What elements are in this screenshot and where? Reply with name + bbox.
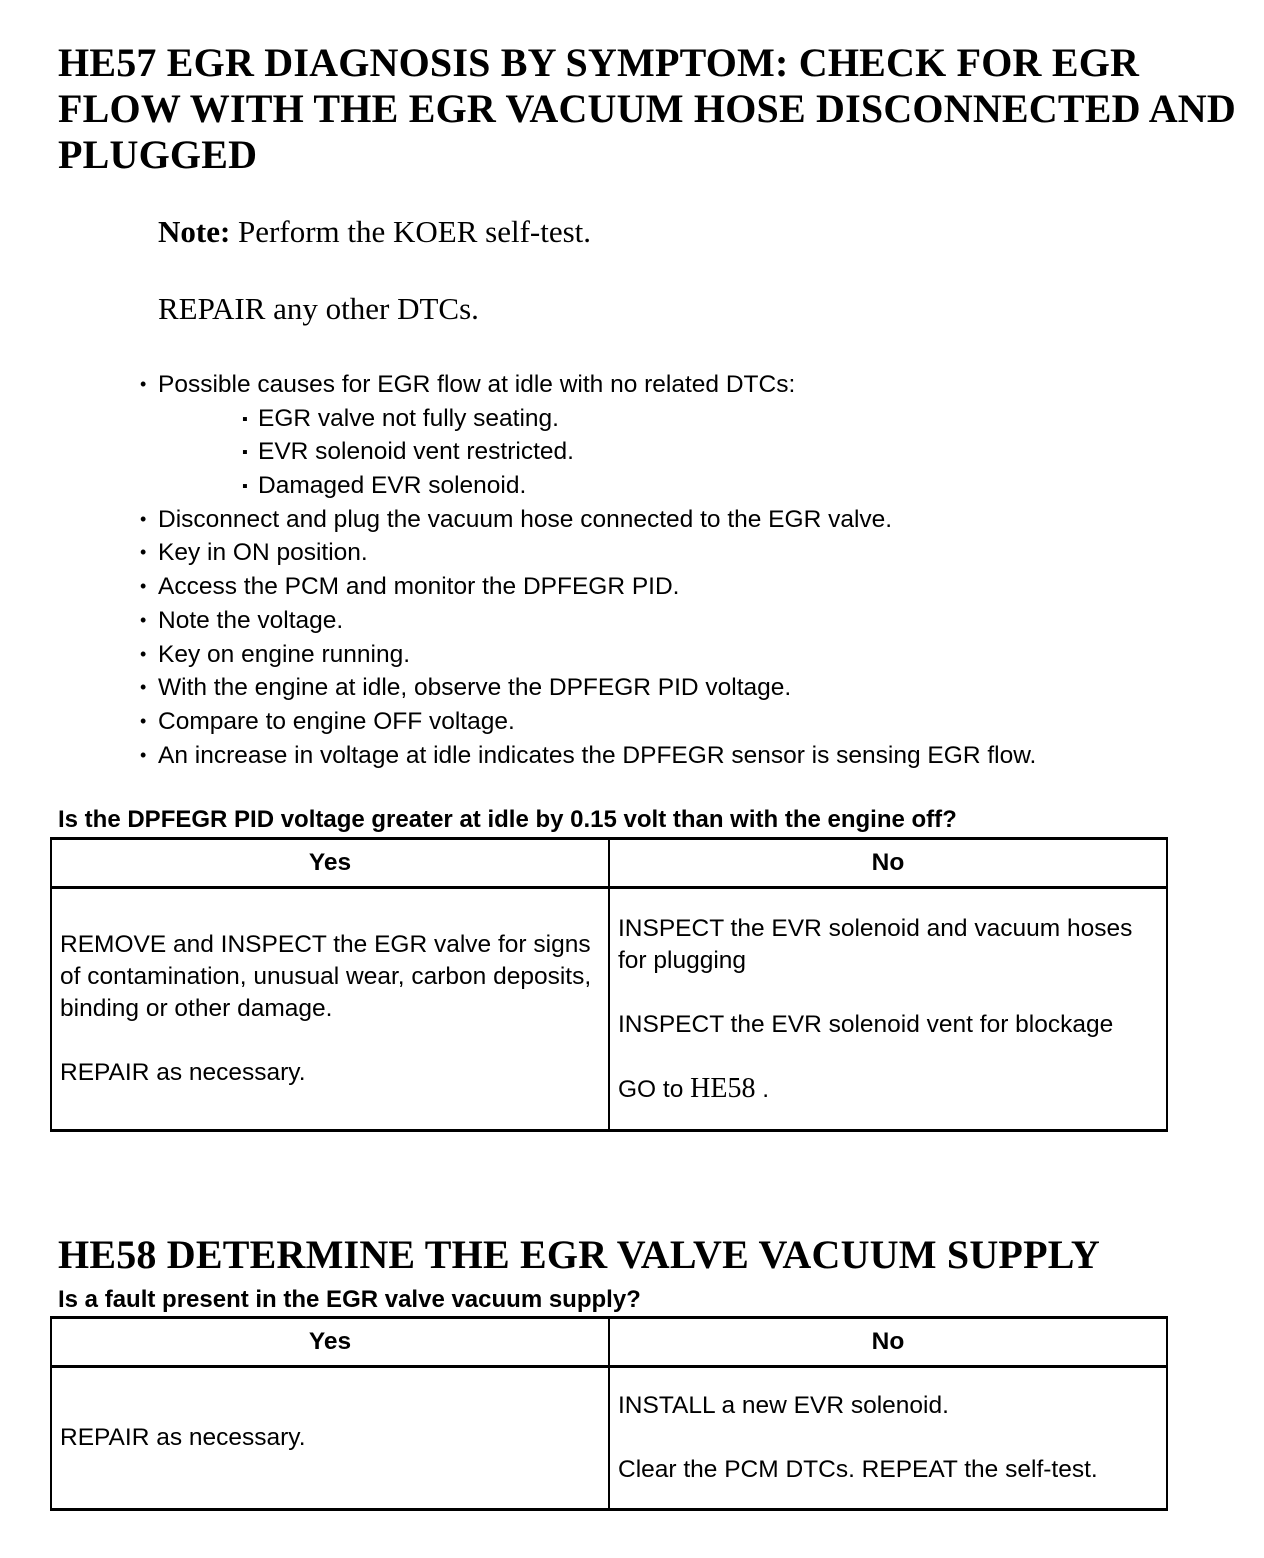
question-he57: Is the DPFEGR PID voltage greater at idle by 0.15 volt than with the engine off? — [58, 806, 957, 833]
decision-table-he57 — [50, 837, 1168, 1132]
goto-prefix: GO to — [618, 1075, 691, 1103]
list-item: • Compare to engine OFF voltage. — [140, 705, 1240, 739]
no-cell — [609, 1367, 1167, 1510]
list-item: • An increase in voltage at idle indicates the DPFEGR sensor is sensing EGR flow. — [140, 739, 1240, 773]
no-goto — [618, 1073, 1158, 1106]
sub-list-item: ▪ EGR valve not fully seating. — [140, 402, 1240, 436]
yes-header: Yes — [51, 1318, 609, 1367]
no-action-1: INSTALL a new EVR solenoid. — [618, 1392, 949, 1419]
sub-list-item: ▪ EVR solenoid vent restricted. — [140, 435, 1240, 469]
list-item: • Key in ON position. — [140, 536, 1240, 570]
no-cell — [609, 888, 1167, 1131]
section-title-he57: HE57 EGR DIAGNOSIS BY SYMPTOM: CHECK FOR EGR FLOW WITH THE EGR VACUUM HOSE DISCONNECTED AND PLUGGED — [58, 40, 1236, 177]
yes-cell — [51, 1367, 609, 1510]
note-label: Note: — [158, 214, 231, 249]
note-text: Perform the KOER self-test. — [230, 214, 592, 249]
sub-list-item: ▪ Damaged EVR solenoid. — [140, 469, 1240, 503]
no-action-2: INSPECT the EVR solenoid vent for blockage — [618, 1010, 1114, 1038]
no-action-2: Clear the PCM DTCs. REPEAT the self-test. — [618, 1456, 1098, 1483]
no-action-1: INSPECT the EVR solenoid and vacuum hoses for plugging — [618, 914, 1133, 974]
yes-repair: REPAIR as necessary. — [60, 1424, 306, 1451]
repair-dtcs-line: REPAIR any other DTCs. — [158, 291, 479, 326]
yes-cell — [51, 888, 609, 1131]
no-header: No — [609, 1318, 1167, 1367]
section-title-he58: HE58 DETERMINE THE EGR VALVE VACUUM SUPPLY — [58, 1232, 1100, 1277]
list-item: • Disconnect and plug the vacuum hose connected to the EGR valve. — [140, 503, 1240, 537]
list-item: • Key on engine running. — [140, 638, 1240, 672]
note-line — [158, 214, 591, 250]
question-he58: Is a fault present in the EGR valve vacuum supply? — [58, 1286, 641, 1313]
list-item: • With the engine at idle, observe the DPFEGR PID voltage. — [140, 671, 1240, 705]
list-item: • Possible causes for EGR flow at idle with no related DTCs: — [140, 368, 1240, 402]
list-item: • Access the PCM and monitor the DPFEGR PID. — [140, 570, 1240, 604]
yes-action: REMOVE and INSPECT the EGR valve for signs of contamination, unusual wear, carbon deposits, binding or other damage. — [60, 931, 592, 1022]
list-item: • Note the voltage. — [140, 604, 1240, 638]
no-header: No — [609, 839, 1167, 888]
he58-link[interactable]: HE58 — [690, 1072, 756, 1104]
procedure-list — [140, 368, 1240, 772]
yes-repair: REPAIR as necessary. — [60, 1059, 306, 1086]
goto-suffix: . — [755, 1075, 770, 1103]
decision-table-he58 — [50, 1316, 1168, 1511]
yes-header: Yes — [51, 839, 609, 888]
